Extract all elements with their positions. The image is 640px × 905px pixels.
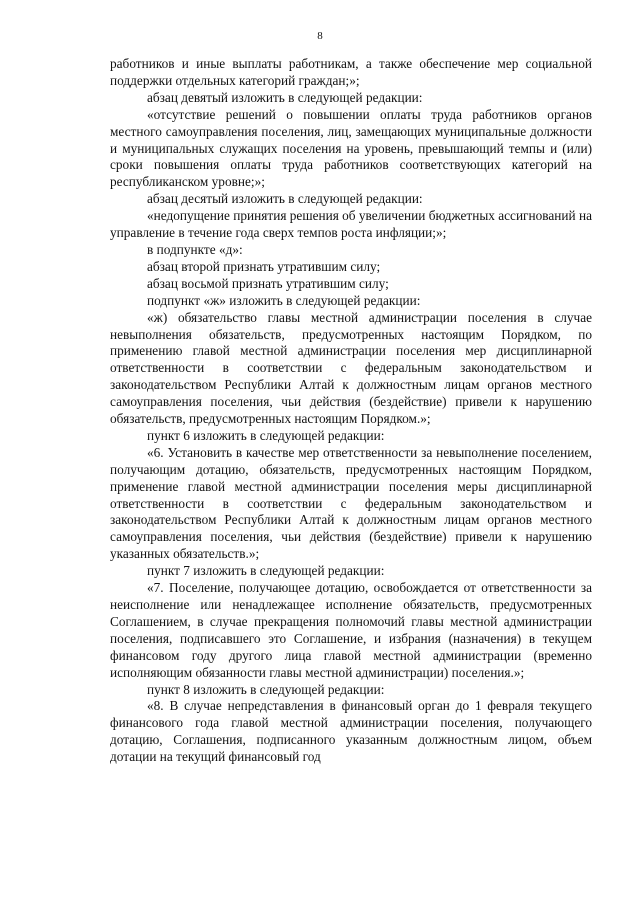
document-body — [110, 56, 592, 766]
paragraph: «ж) обязательство главы местной администрации поселения в случае невыполнения обязательств, предусмотренных настоящим Порядком, по применению главой местной администрации поселения мер дисциплинарной ответственности в соответствии с федеральным законодательством и законодательством Республики Алтай к должностным лицам органов местного самоуправления поселения, чьи действия (бездействие) привели к нарушению обязательств, предусмотренных настоящим Порядком.»; — [110, 309, 592, 427]
paragraph: в подпункте «д»: — [147, 241, 243, 257]
paragraph: пункт 6 изложить в следующей редакции: — [147, 427, 385, 443]
paragraph: «7. Поселение, получающее дотацию, освобождается от ответственности за неисполнение или ненадлежащее исполнение обязательств, предусмотренных Соглашением, в случае прекращения полномочий главы местной администрации поселения, подписавшего это Соглашение, и избрания (назначения) в текущем финансовом году другого лица главой местной администрации (временно исполняющим обязанности главы местной администрации) поселения.»; — [110, 580, 592, 680]
page-number: 8 — [317, 30, 323, 42]
paragraph: работников и иные выплаты работникам, а также обеспечение мер социальной поддержки отдельных категорий граждан;»; — [110, 56, 592, 88]
paragraph: пункт 8 изложить в следующей редакции: — [147, 681, 385, 697]
paragraph: абзац второй признать утратившим силу; — [147, 258, 381, 274]
paragraph: подпункт «ж» изложить в следующей редакции: — [147, 292, 421, 308]
paragraph: абзац десятый изложить в следующей редакции: — [147, 191, 423, 207]
paragraph: «отсутствие решений о повышении оплаты труда работников органов местного самоуправления поселения, лиц, замещающих муниципальные должности и муниципальных служащих поселения на уровень, превышающий темпы и (или) сроки повышения оплаты труда работников соответствующих категорий на республиканском уровне;»; — [110, 106, 592, 190]
paragraph: абзац восьмой признать утратившим силу; — [147, 275, 389, 291]
paragraph: «6. Установить в качестве мер ответственности за невыполнение поселением, получающим дотацию, обязательств, предусмотренных настоящим Порядком, применение главой местной администрации поселения меры дисциплинарной ответственности в соответствии с федеральным законодательством и законодательством Республики Алтай к должностным лицам органов местного самоуправления поселения, чьи действия (бездействие) привели к нарушению указанных обязательств.»; — [110, 444, 592, 562]
paragraph: «недопущение принятия решения об увеличении бюджетных ассигнований на управление в течение года сверх темпов роста инфляции;»; — [110, 208, 592, 241]
paragraph: пункт 7 изложить в следующей редакции: — [147, 563, 385, 579]
paragraph: «8. В случае непредставления в финансовый орган до 1 февраля текущего финансового года главой местной администрации поселения, получающего дотацию, Соглашения, подписанного указанным должностным лицом, объем дотации на текущий финансовый год — [110, 698, 592, 765]
paragraph: абзац девятый изложить в следующей редакции: — [147, 89, 423, 105]
